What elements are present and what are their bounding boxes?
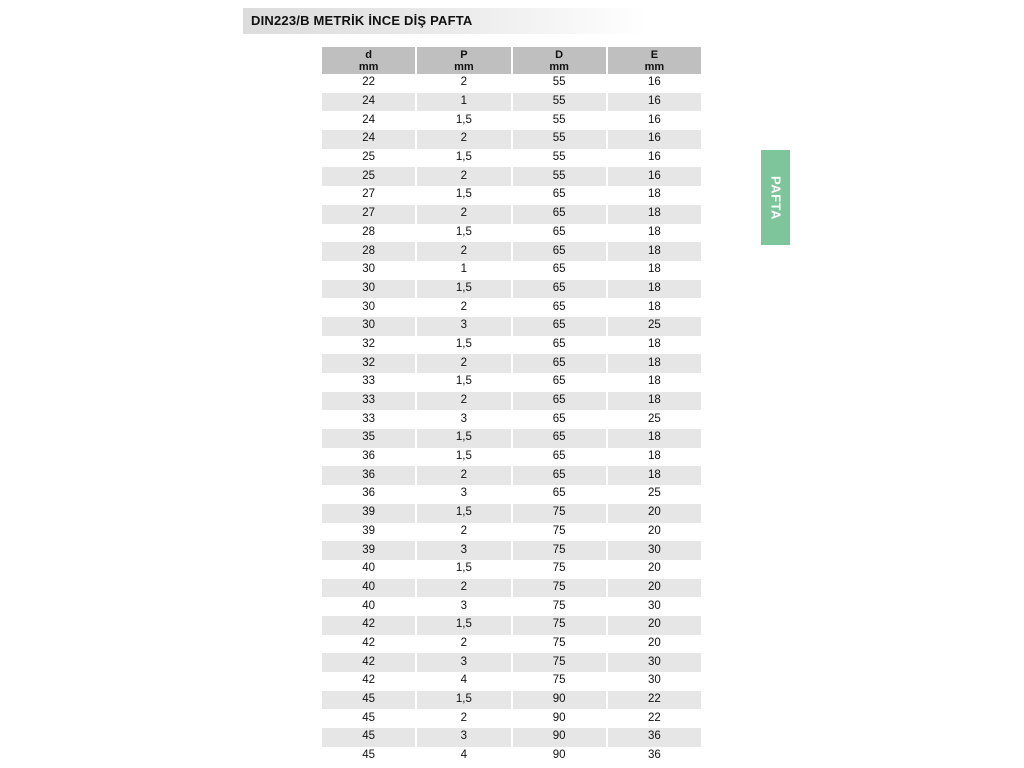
column-header-p [417,47,510,74]
table-cell: 2 [417,354,510,373]
table-cell: 35 [322,429,415,448]
table-row [322,280,701,299]
table-cell: 65 [513,186,606,205]
table-cell: 65 [513,261,606,280]
table-cell: 36 [322,466,415,485]
table-cell: 75 [513,653,606,672]
table-cell: 65 [513,485,606,504]
table-cell: 24 [322,93,415,112]
table-cell: 75 [513,560,606,579]
table-cell: 20 [608,616,701,635]
table-row [322,242,701,261]
table-cell: 24 [322,111,415,130]
table-cell: 2 [417,466,510,485]
table-cell: 90 [513,691,606,710]
table-cell: 1,5 [417,336,510,355]
table-cell: 45 [322,709,415,728]
table-cell: 39 [322,541,415,560]
table-row [322,317,701,336]
column-name: D [555,48,564,61]
table-cell: 55 [513,74,606,93]
table-row [322,149,701,168]
table-cell: 65 [513,466,606,485]
table-row [322,541,701,560]
table-cell: 18 [608,373,701,392]
table-row [322,111,701,130]
table-cell: 18 [608,205,701,224]
table-cell: 1,5 [417,616,510,635]
table-cell: 3 [417,653,510,672]
table-row [322,167,701,186]
table-cell: 2 [417,709,510,728]
table-cell: 33 [322,373,415,392]
table-cell: 18 [608,392,701,411]
table-cell: 1,5 [417,111,510,130]
table-cell: 28 [322,242,415,261]
column-name: E [650,48,659,61]
title-bar [243,8,648,34]
table-cell: 55 [513,111,606,130]
table-row [322,653,701,672]
table-cell: 90 [513,747,606,766]
table-cell: 65 [513,429,606,448]
table-cell: 40 [322,560,415,579]
table-row [322,709,701,728]
table-cell: 32 [322,354,415,373]
table-row [322,504,701,523]
table-row [322,728,701,747]
table-row [322,74,701,93]
table-cell: 65 [513,373,606,392]
table-row [322,205,701,224]
table-cell: 22 [608,709,701,728]
table-cell: 18 [608,429,701,448]
table-cell: 30 [322,298,415,317]
table-row [322,261,701,280]
table-cell: 3 [417,410,510,429]
table-row [322,616,701,635]
table-cell: 3 [417,317,510,336]
table-cell: 36 [608,747,701,766]
table-cell: 16 [608,111,701,130]
table-cell: 65 [513,317,606,336]
table-cell: 65 [513,336,606,355]
table-cell: 40 [322,579,415,598]
table-row [322,466,701,485]
table-cell: 75 [513,504,606,523]
table-cell: 39 [322,504,415,523]
table-cell: 2 [417,130,510,149]
table-row [322,448,701,467]
table-cell: 75 [513,597,606,616]
table-cell: 18 [608,336,701,355]
table-cell: 16 [608,167,701,186]
table-cell: 18 [608,298,701,317]
table-cell: 1 [417,93,510,112]
table-cell: 33 [322,410,415,429]
table-row [322,373,701,392]
table-cell: 18 [608,280,701,299]
table-cell: 75 [513,541,606,560]
table-row [322,597,701,616]
table-cell: 16 [608,130,701,149]
table-cell: 42 [322,653,415,672]
table-row [322,635,701,654]
table-row [322,354,701,373]
table-cell: 27 [322,205,415,224]
table-cell: 25 [608,410,701,429]
table-cell: 3 [417,597,510,616]
table-cell: 30 [608,653,701,672]
table-cell: 25 [608,317,701,336]
table-cell: 45 [322,691,415,710]
table-body [322,74,701,765]
table-cell: 1,5 [417,373,510,392]
table-cell: 1,5 [417,560,510,579]
table-cell: 20 [608,504,701,523]
table-row [322,130,701,149]
table-cell: 1,5 [417,224,510,243]
table-cell: 36 [608,728,701,747]
table-cell: 45 [322,747,415,766]
table-cell: 33 [322,392,415,411]
column-unit: mm [644,60,665,73]
table-cell: 18 [608,448,701,467]
table-cell: 3 [417,485,510,504]
table-cell: 25 [608,485,701,504]
column-unit: mm [454,60,474,73]
column-header-e [608,47,701,74]
column-unit: mm [358,60,379,73]
spec-table [320,47,703,765]
column-name: P [460,48,468,61]
table-cell: 1,5 [417,149,510,168]
table-row [322,429,701,448]
table-cell: 1,5 [417,429,510,448]
table-cell: 90 [513,728,606,747]
table-cell: 32 [322,336,415,355]
table-cell: 27 [322,186,415,205]
table-cell: 65 [513,298,606,317]
table-cell: 36 [322,448,415,467]
table-cell: 22 [322,74,415,93]
column-name: d [365,48,372,61]
table-cell: 39 [322,523,415,542]
table-cell: 18 [608,186,701,205]
table-cell: 1,5 [417,186,510,205]
table-cell: 1,5 [417,280,510,299]
column-header-d [322,47,415,74]
table-header-row [322,47,701,74]
table-cell: 18 [608,354,701,373]
table-cell: 25 [322,149,415,168]
table-cell: 55 [513,93,606,112]
table-row [322,224,701,243]
table-cell: 30 [608,672,701,691]
table-cell: 3 [417,728,510,747]
table-row [322,410,701,429]
table-cell: 1 [417,261,510,280]
table-row [322,579,701,598]
table-cell: 65 [513,448,606,467]
table-cell: 65 [513,354,606,373]
table-cell: 2 [417,74,510,93]
table-cell: 18 [608,242,701,261]
table-row [322,336,701,355]
table-cell: 22 [608,691,701,710]
table-cell: 42 [322,672,415,691]
table-cell: 2 [417,242,510,261]
table-row [322,93,701,112]
column-header-d-outer [513,47,606,74]
table-row [322,691,701,710]
table-cell: 75 [513,616,606,635]
table-cell: 20 [608,523,701,542]
table-cell: 30 [608,541,701,560]
table-cell: 75 [513,579,606,598]
table-cell: 55 [513,167,606,186]
table-cell: 90 [513,709,606,728]
table-cell: 20 [608,635,701,654]
table-cell: 65 [513,392,606,411]
table-row [322,523,701,542]
table-row [322,392,701,411]
table-cell: 65 [513,280,606,299]
table-cell: 30 [322,317,415,336]
table-cell: 16 [608,74,701,93]
table-row [322,298,701,317]
table-cell: 24 [322,130,415,149]
table-cell: 2 [417,635,510,654]
table-cell: 2 [417,205,510,224]
pafta-side-tab[interactable] [761,150,790,245]
column-unit: mm [549,60,569,73]
table-row [322,186,701,205]
table-cell: 16 [608,149,701,168]
table-cell: 3 [417,541,510,560]
table-row [322,747,701,766]
page-title: DIN223/B METRİK İNCE DİŞ PAFTA [251,13,473,28]
table-cell: 18 [608,224,701,243]
table-cell: 30 [322,261,415,280]
table-cell: 4 [417,672,510,691]
table-cell: 65 [513,205,606,224]
table-cell: 20 [608,579,701,598]
table-cell: 28 [322,224,415,243]
table-cell: 75 [513,672,606,691]
table-cell: 65 [513,242,606,261]
table-cell: 42 [322,635,415,654]
table-cell: 45 [322,728,415,747]
table-cell: 16 [608,93,701,112]
table-cell: 36 [322,485,415,504]
table-cell: 2 [417,392,510,411]
table-cell: 4 [417,747,510,766]
table-cell: 40 [322,597,415,616]
table-cell: 75 [513,523,606,542]
table-cell: 30 [608,597,701,616]
table-cell: 55 [513,149,606,168]
table-cell: 65 [513,410,606,429]
table-cell: 18 [608,466,701,485]
table-cell: 1,5 [417,448,510,467]
table-cell: 2 [417,167,510,186]
table-row [322,672,701,691]
table-cell: 42 [322,616,415,635]
table-cell: 2 [417,579,510,598]
table-row [322,485,701,504]
table-cell: 2 [417,523,510,542]
table-cell: 1,5 [417,504,510,523]
table-cell: 30 [322,280,415,299]
table-row [322,560,701,579]
side-tab-label: PAFTA [768,175,783,220]
table-cell: 2 [417,298,510,317]
table-cell: 75 [513,635,606,654]
table-cell: 18 [608,261,701,280]
table-cell: 1,5 [417,691,510,710]
table-cell: 20 [608,560,701,579]
table-cell: 25 [322,167,415,186]
table-cell: 55 [513,130,606,149]
table-cell: 65 [513,224,606,243]
